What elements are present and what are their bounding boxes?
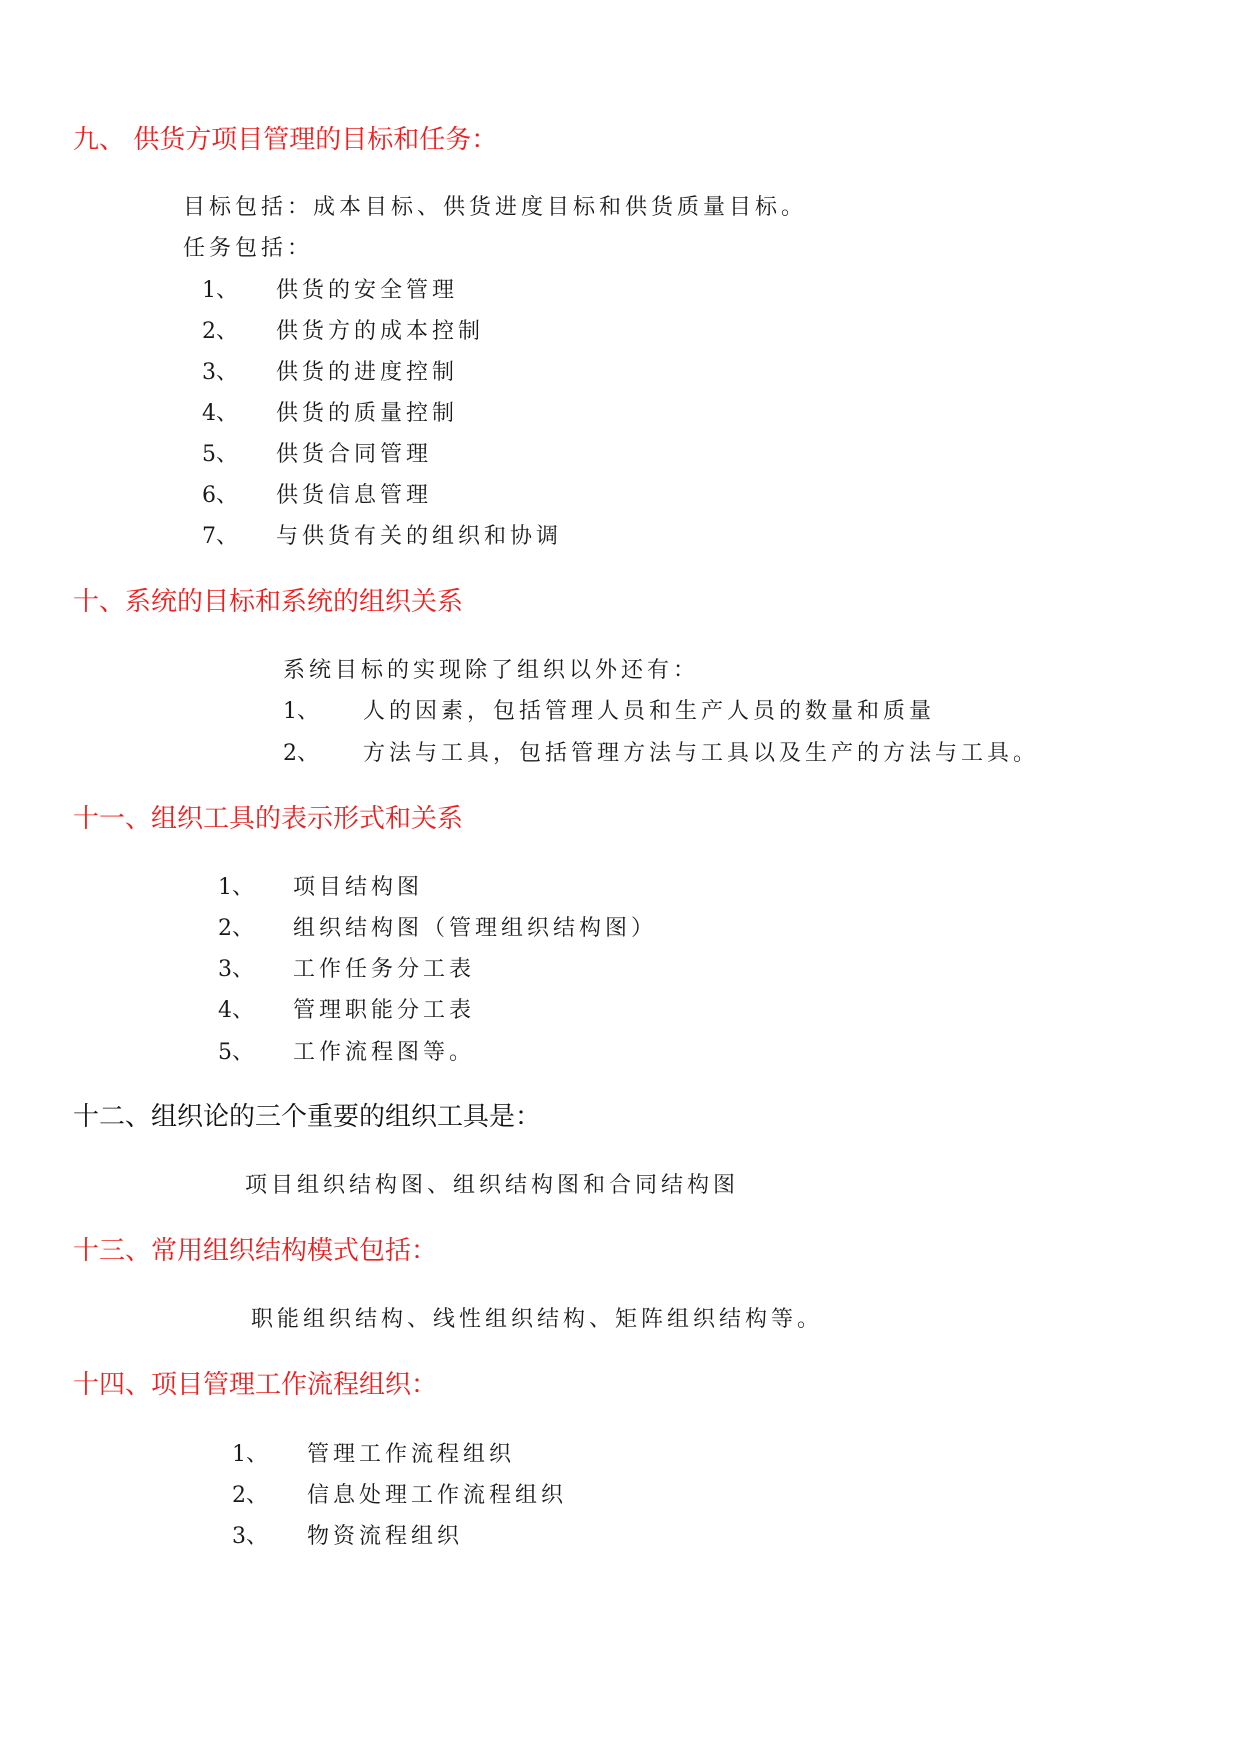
list-item-number: 4、: [202, 401, 238, 426]
list-item-number: 1、: [283, 699, 319, 724]
list-item-number: 2、: [283, 741, 319, 766]
list-item: 供货合同管理: [276, 442, 433, 467]
section-10-intro: 系统目标的实现除了组织以外还有：: [283, 658, 700, 683]
list-item-number: 5、: [202, 442, 238, 467]
list-item: 工作流程图等。: [293, 1040, 476, 1065]
section-9-heading: 九、 供货方项目管理的目标和任务：: [73, 125, 498, 155]
list-item: 供货信息管理: [276, 483, 433, 508]
list-item: 方法与工具，包括管理方法与工具以及生产的方法与工具。: [363, 741, 1040, 766]
list-item-number: 1、: [218, 875, 254, 900]
section-13-heading: 十三、常用组织结构模式包括：: [73, 1236, 438, 1266]
list-item-number: 3、: [202, 360, 238, 385]
list-item-number: 5、: [218, 1040, 254, 1065]
list-item: 供货方的成本控制: [276, 319, 485, 344]
list-item: 供货的进度控制: [276, 360, 459, 385]
list-item: 管理职能分工表: [293, 998, 476, 1023]
list-item-number: 2、: [232, 1483, 268, 1508]
list-item: 管理工作流程组织: [307, 1442, 516, 1467]
section-12-text: 项目组织结构图、组织结构图和合同结构图: [245, 1173, 740, 1198]
list-item: 供货的质量控制: [276, 401, 459, 426]
list-item-number: 7、: [202, 524, 238, 549]
section-12-heading: 十二、组织论的三个重要的组织工具是：: [73, 1102, 542, 1132]
list-item-number: 1、: [232, 1442, 268, 1467]
section-9-tasks-label: 任务包括：: [183, 236, 314, 261]
list-item-number: 2、: [202, 319, 238, 344]
list-item: 组织结构图（管理组织结构图）: [293, 916, 658, 941]
list-item: 物资流程组织: [307, 1524, 464, 1549]
list-item: 供货的安全管理: [276, 278, 459, 303]
list-item-number: 4、: [218, 998, 254, 1023]
section-11-heading: 十一、组织工具的表示形式和关系: [73, 804, 464, 834]
list-item-number: 1、: [202, 278, 238, 303]
list-item: 信息处理工作流程组织: [307, 1483, 568, 1508]
section-13-text: 职能组织结构、线性组织结构、矩阵组织结构等。: [251, 1307, 824, 1332]
list-item-number: 3、: [232, 1524, 268, 1549]
list-item-number: 3、: [218, 957, 254, 982]
section-14-heading: 十四、项目管理工作流程组织：: [73, 1370, 438, 1400]
list-item-number: 6、: [202, 483, 238, 508]
list-item: 人的因素，包括管理人员和生产人员的数量和质量: [363, 699, 936, 724]
list-item: 项目结构图: [293, 875, 424, 900]
section-9-goals: 目标包括：成本目标、供货进度目标和供货质量目标。: [183, 195, 808, 220]
list-item: 与供货有关的组织和协调: [276, 524, 563, 549]
list-item: 工作任务分工表: [293, 957, 476, 982]
section-10-heading: 十、系统的目标和系统的组织关系: [73, 587, 464, 617]
list-item-number: 2、: [218, 916, 254, 941]
